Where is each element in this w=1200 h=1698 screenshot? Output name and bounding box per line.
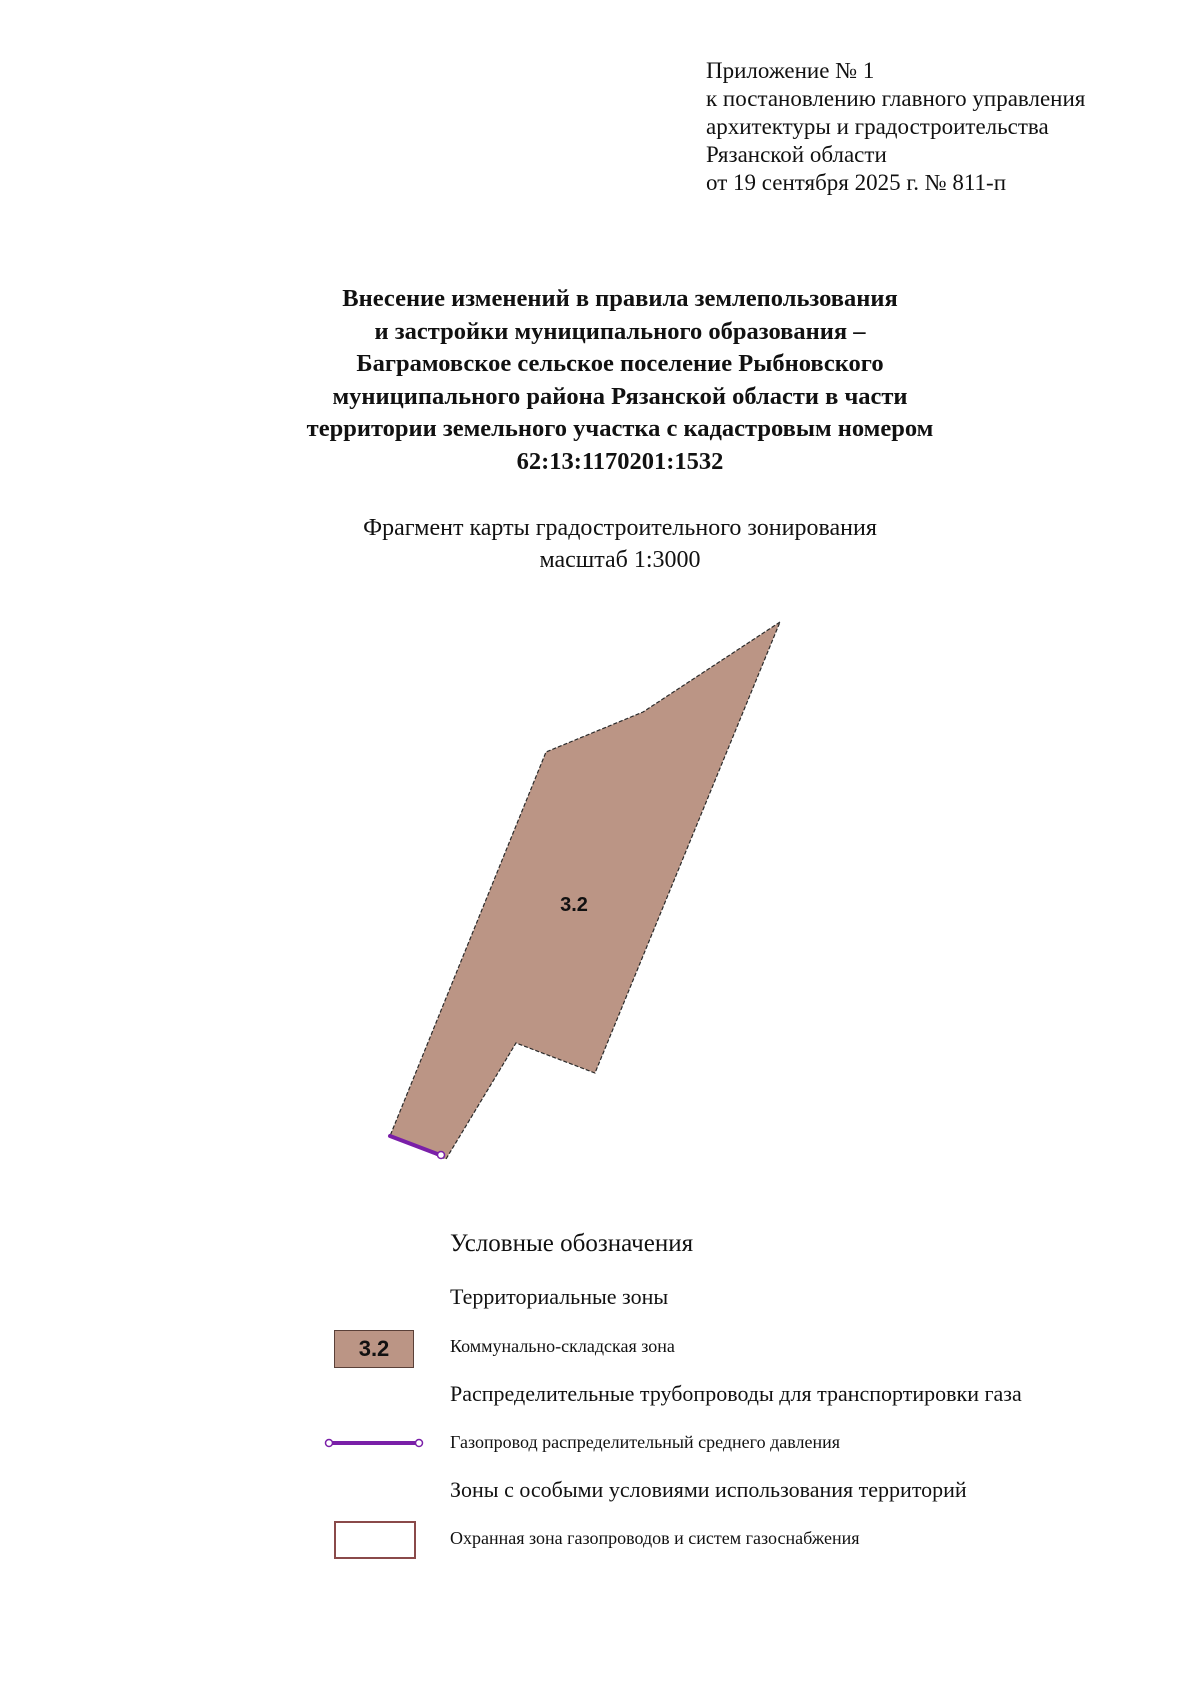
legend-section-heading: Распределительные трубопроводы для транспортировки газа [450, 1381, 1022, 1406]
title-line: территории земельного участка с кадастровым номером [306, 415, 934, 442]
zone-label: 3.2 [560, 894, 588, 916]
guard-zone-swatch [334, 1521, 416, 1559]
appendix-line: Рязанской области [706, 142, 887, 167]
map-name: Фрагмент карты градостроительного зонирования [363, 515, 877, 541]
title-line: муниципального района Рязанской области в части [332, 382, 908, 410]
appendix-line: от 19 сентября 2025 г. № 811-п [706, 170, 1007, 195]
appendix-line: Приложение № 1 [706, 58, 875, 83]
legend-item-label: Коммунально-складская зона [450, 1336, 675, 1356]
legend-item-label: Газопровод распределительный среднего давления [450, 1432, 841, 1452]
legend-section-heading: Территориальные зоны [450, 1284, 669, 1309]
appendix-line: к постановлению главного управления [706, 86, 1086, 111]
title-line: Внесение изменений в правила землепользования [342, 285, 898, 312]
legend-title: Условные обозначения [450, 1230, 694, 1257]
appendix-line: архитектуры и градостроительства [706, 114, 1049, 139]
zone-swatch-code: 3.2 [358, 1336, 390, 1361]
zone-polygon [390, 622, 780, 1159]
zone-swatch [334, 1330, 414, 1368]
legend-item-label: Охранная зона газопроводов и систем газоснабжения [450, 1528, 860, 1548]
title-line: Баграмовское сельское поселение Рыбновского [356, 350, 884, 377]
legend-section-heading: Зоны с особыми условиями использования территорий [450, 1477, 967, 1502]
title-line: 62:13:1170201:1532 [516, 447, 724, 475]
gas-pipeline-swatch [324, 1436, 424, 1450]
gas-pipeline-node [438, 1152, 445, 1159]
map-scale: масштаб 1:3000 [539, 547, 701, 573]
title-line: и застройки муниципального образования – [374, 317, 866, 345]
